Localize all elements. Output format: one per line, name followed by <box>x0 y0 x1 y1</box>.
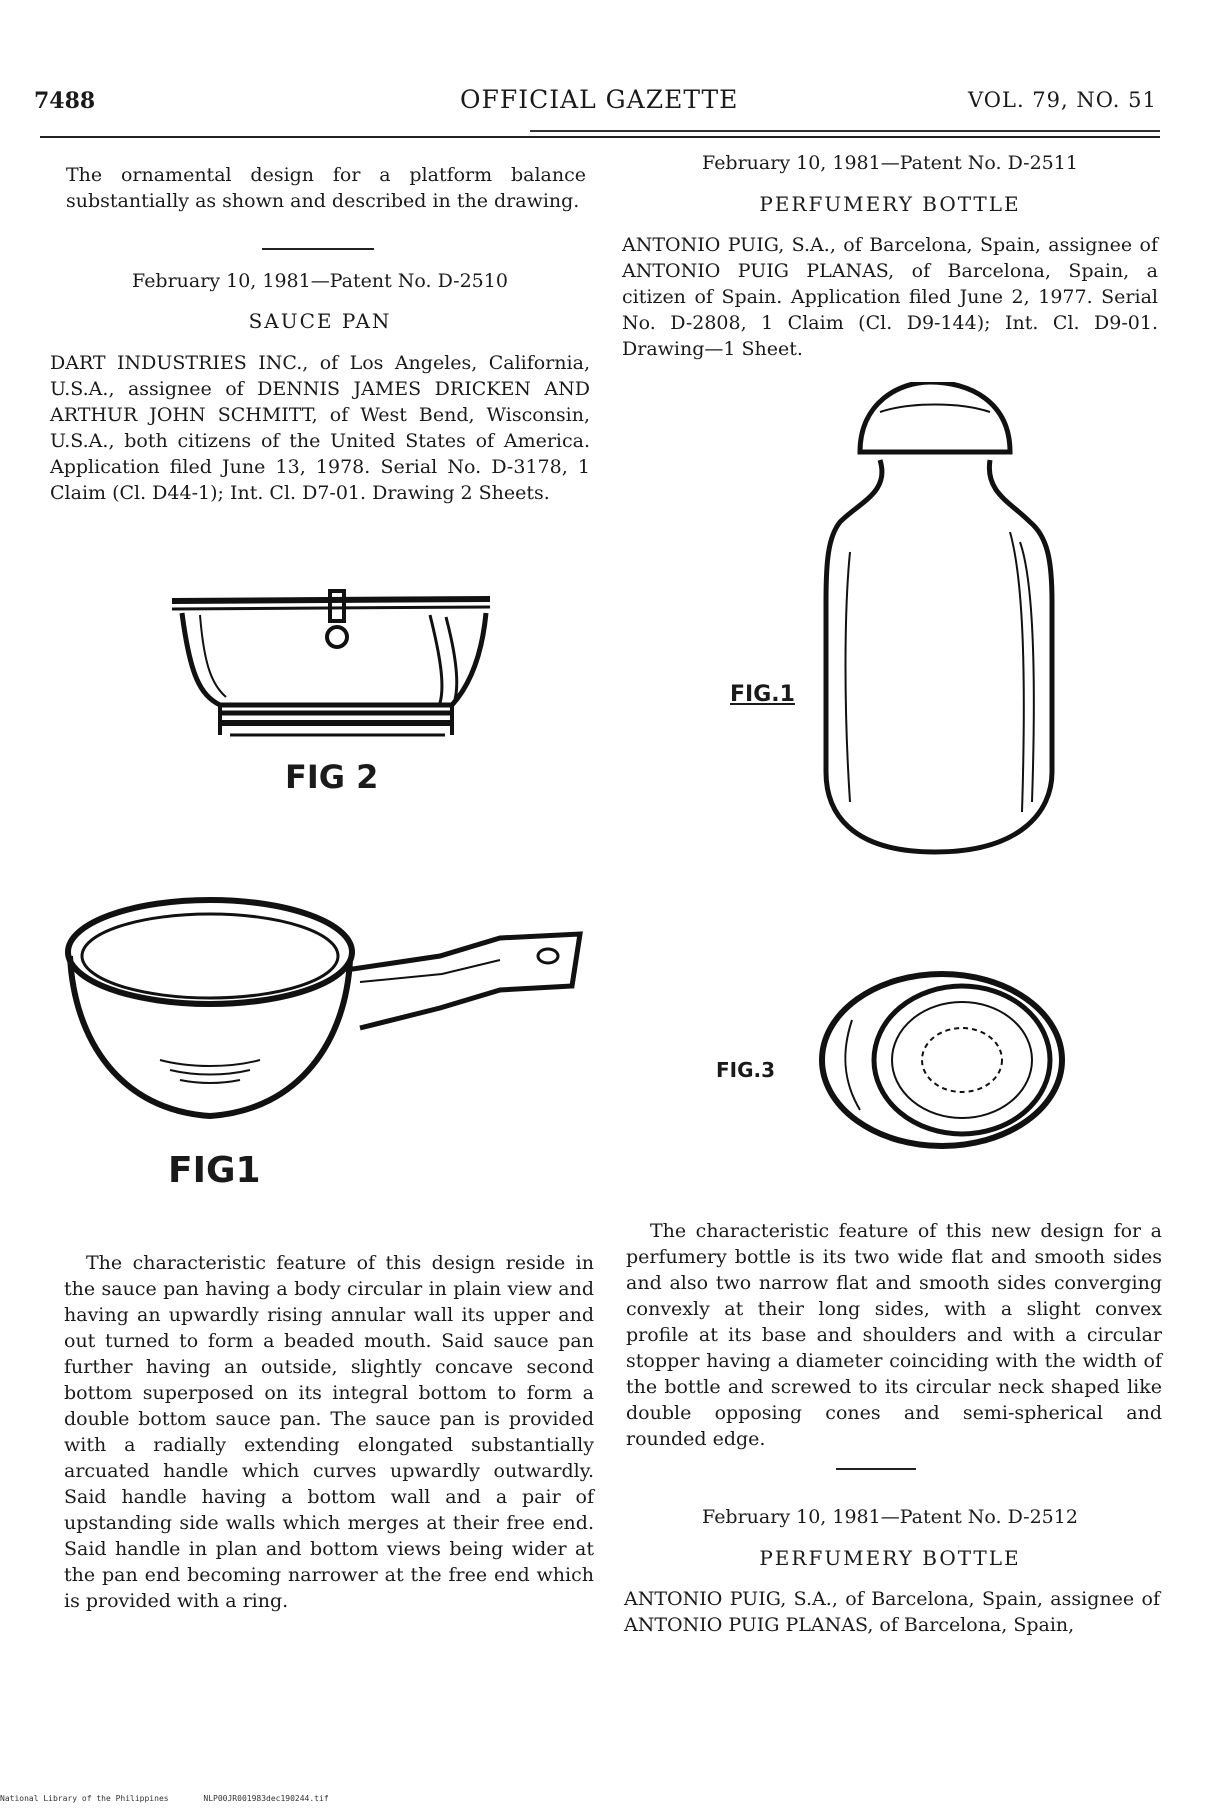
section-separator-right <box>836 1468 916 1470</box>
patent-2510-assignee: DART INDUSTRIES INC., of Los Angeles, California, U.S.A., assignee of DENNIS JAMES DRICKEN AND ARTHUR JOHN SCHMITT, of West Bend, Wisconsin, U.S.A., both citizens of the United States of America. Application filed June 13, 1978. Serial No. D-3178, 1 Claim (Cl. D44-1); Int. Cl. D7-01. Drawing 2 Sheets. <box>50 352 590 504</box>
patent-2512-dateline: February 10, 1981—Patent No. D-2512 <box>702 1506 1078 1528</box>
header-rule-right <box>530 130 1160 132</box>
patent-2510-heading: SAUCE PAN <box>248 309 392 333</box>
gazette-title: OFFICIAL GAZETTE <box>460 85 739 114</box>
patent-2511-dateline: February 10, 1981—Patent No. D-2511 <box>702 152 1078 174</box>
perfume-bottle-top-drawing <box>812 960 1072 1160</box>
section-separator <box>262 248 374 250</box>
footer-library: National Library of the Philippines <box>0 1794 169 1803</box>
scan-footer <box>0 1794 359 1803</box>
sauce-pan-fig2-label: FIG 2 <box>285 758 379 796</box>
header-rule <box>40 136 1160 138</box>
volume-number: VOL. 79, NO. 51 <box>968 88 1157 112</box>
patent-2510-dateline: February 10, 1981—Patent No. D-2510 <box>132 270 508 292</box>
intro-paragraph: The ornamental design for a platform balance substantially as shown and described in the drawing. <box>66 164 586 212</box>
page-number: 7488 <box>34 88 96 114</box>
perfume-bottle-fig3-label: FIG.3 <box>716 1058 776 1082</box>
perfume-bottle-fig1-label: FIG.1 <box>730 682 795 707</box>
patent-2512-assignee: ANTONIO PUIG, S.A., of Barcelona, Spain, assignee of ANTONIO PUIG PLANAS, of Barcelona, Spain, <box>624 1588 1160 1636</box>
sauce-pan-perspective-drawing <box>60 890 590 1160</box>
patent-2511-assignee: ANTONIO PUIG, S.A., of Barcelona, Spain, assignee of ANTONIO PUIG PLANAS, of Barcelona, Spain, a citizen of Spain. Application filed June 2, 1977. Serial No. D-2808, 1 Claim (Cl. D9-144); Int. Cl. D9-01. Drawing—1 Sheet. <box>622 234 1158 360</box>
patent-2510-description: The characteristic feature of this design reside in the sauce pan having a body circular in plain view and having an upwardly rising annular wall its upper and out turned to form a beaded mouth. Said sauce pan further having an outside, slightly concave second bottom superposed on its integral bottom to form a double bottom sauce pan. The sauce pan is provided with a radially extending elongated substantially arcuated handle which curves upwardly outwardly. Said handle having a bottom wall and a pair of upstanding side walls which merges at their free end. Said handle in plan and bottom views being wider at the pan end becoming narrower at the free end which is provided with a ring. <box>64 1252 594 1612</box>
footer-file: NLP00JR001983dec190244.tif <box>203 1794 329 1803</box>
page-header <box>0 82 1219 122</box>
patent-2512-heading: PERFUMERY BOTTLE <box>759 1546 1021 1570</box>
perfume-bottle-front-drawing <box>820 382 1080 862</box>
patent-2511-heading: PERFUMERY BOTTLE <box>759 192 1021 216</box>
patent-2511-description: The characteristic feature of this new design for a perfumery bottle is its two wide flat and smooth sides and also two narrow flat and smooth sides converging convexly at their long sides, with a slight convex profile at its base and shoulders and with a circular stopper having a diameter coinciding with the width of the bottle and screwed to its circular neck shaped like double opposing cones and semi-spherical and rounded edge. <box>626 1220 1162 1450</box>
sauce-pan-fig1-label: FIG1 <box>168 1150 261 1191</box>
